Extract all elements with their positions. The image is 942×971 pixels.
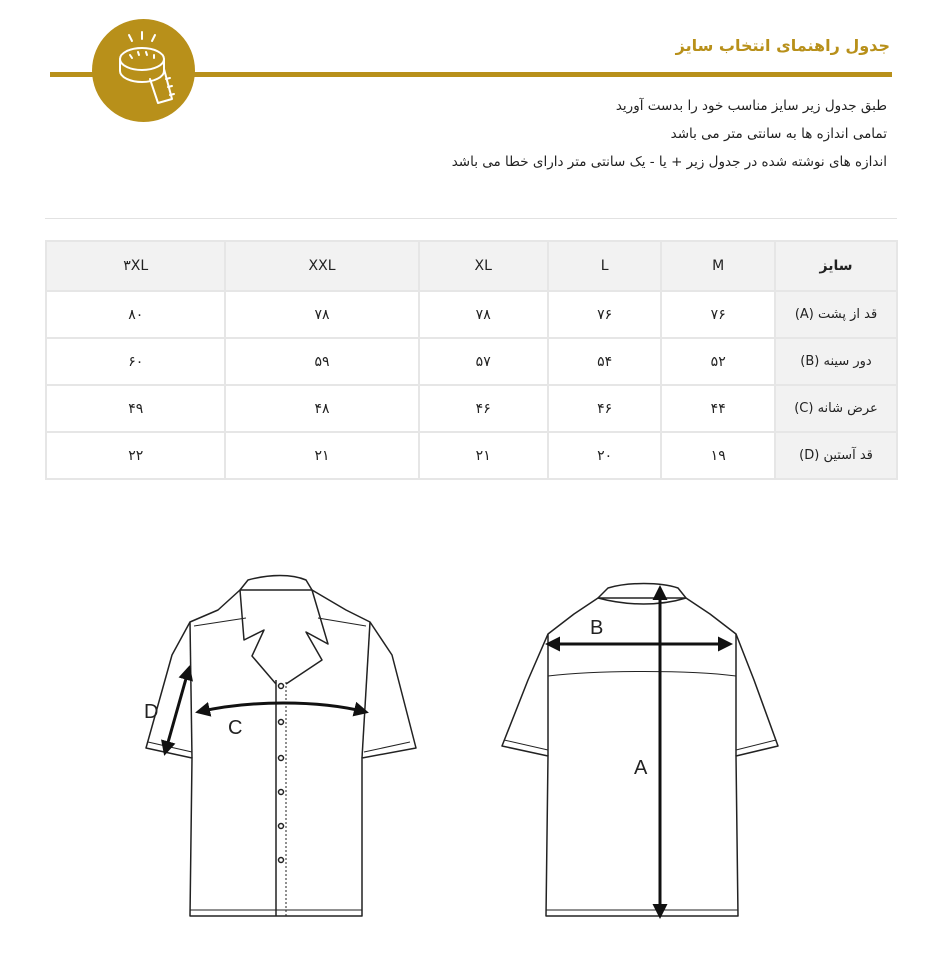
row-label: دور سینه (B)	[775, 338, 897, 385]
row-label: قد از پشت (A)	[775, 291, 897, 338]
header-cell-size: سایز	[775, 241, 897, 291]
measuring-tape-badge	[92, 19, 195, 122]
intro-line: طبق جدول زیر سایز مناسب خود را بدست آورید	[615, 98, 887, 114]
header-cell: XXL	[225, 241, 418, 291]
table-cell: ۵۲	[661, 338, 775, 385]
table-row	[46, 291, 897, 338]
header-cell: XL	[419, 241, 548, 291]
intro-line: اندازه های نوشته شده در جدول زیر + یا - یک سانتی متر دارای خطا می باشد	[451, 154, 887, 170]
table-row	[46, 385, 897, 432]
table-cell: ۷۸	[419, 291, 548, 338]
table-cell: ۴۶	[548, 385, 662, 432]
size-table	[45, 240, 898, 480]
table-cell: ۴۴	[661, 385, 775, 432]
label-a: A	[634, 757, 648, 779]
table-row	[46, 338, 897, 385]
table-header-row	[46, 241, 897, 291]
label-d: D	[144, 701, 159, 723]
table-row	[46, 432, 897, 479]
row-label: قد آستین (D)	[775, 432, 897, 479]
table-cell: ۲۲	[46, 432, 225, 479]
intro-text	[452, 92, 887, 176]
header-cell: M	[661, 241, 775, 291]
table-cell: ۴۸	[225, 385, 418, 432]
table-cell: ۵۷	[419, 338, 548, 385]
header-cell: L	[548, 241, 662, 291]
table-cell: ۲۱	[225, 432, 418, 479]
row-label: عرض شانه (C)	[775, 385, 897, 432]
table-cell: ۴۶	[419, 385, 548, 432]
table-cell: ۸۰	[46, 291, 225, 338]
table-cell: ۷۸	[225, 291, 418, 338]
measuring-tape-icon	[92, 19, 195, 122]
table-cell: ۲۱	[419, 432, 548, 479]
intro-line: تمامی اندازه ها به سانتی متر می باشد	[670, 126, 887, 142]
table-cell: ۶۰	[46, 338, 225, 385]
table-cell: ۷۶	[661, 291, 775, 338]
label-b: B	[590, 617, 604, 639]
table-cell: ۵۴	[548, 338, 662, 385]
page-title: جدول راهنمای انتخاب سایز	[675, 36, 890, 55]
table-cell: ۲۰	[548, 432, 662, 479]
divider	[45, 218, 897, 219]
table-cell: ۱۹	[661, 432, 775, 479]
table-cell: ۴۹	[46, 385, 225, 432]
header-cell: ۳XL	[46, 241, 225, 291]
back-shirt-drawing	[502, 584, 778, 917]
label-c: C	[228, 717, 243, 739]
table-cell: ۵۹	[225, 338, 418, 385]
front-shirt-drawing	[146, 576, 416, 917]
shirt-measurement-diagram	[0, 560, 942, 960]
table-cell: ۷۶	[548, 291, 662, 338]
